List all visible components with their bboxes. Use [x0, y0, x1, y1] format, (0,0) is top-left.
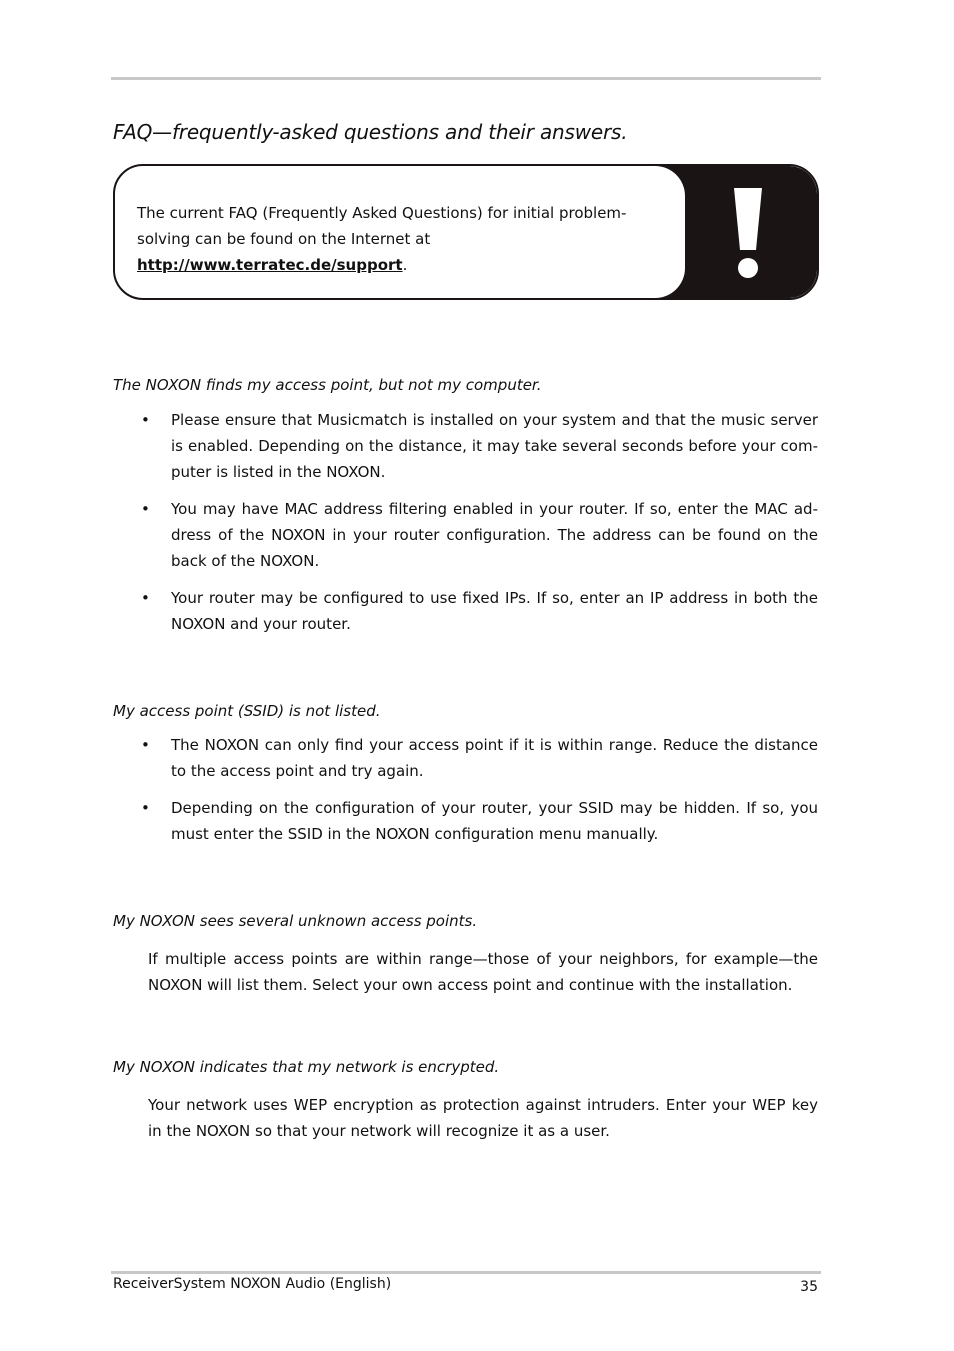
footer-rule	[111, 1271, 821, 1274]
list-item: • Your router may be configured to use fixed IPs. If so, enter an IP address in both the NOXON and your router.	[138, 585, 818, 637]
section-paragraph: Your network uses WEP encryption as protection against intruders. Enter your WEP key in the NOXON so that your network will recognize it as a user.	[148, 1096, 818, 1140]
section-heading: My NOXON indicates that my network is encrypted.	[113, 1058, 500, 1076]
list-item: • Depending on the configuration of your router, your SSID may be hidden. If so, you must enter the SSID in the NOXON configuration menu manually.	[138, 795, 818, 847]
section-heading: The NOXON finds my access point, but not my computer.	[113, 376, 542, 394]
exclamation-icon	[724, 188, 772, 278]
section-heading: My NOXON sees several unknown access points.	[113, 912, 478, 930]
support-link[interactable]: http://www.terratec.de/support	[137, 256, 403, 274]
list-item: • The NOXON can only find your access point if it is within range. Reduce the distance to the access point and try again.	[138, 732, 818, 784]
bullet-list	[138, 732, 818, 858]
list-item: • You may have MAC address filtering enabled in your router. If so, enter the MAC ad-dress of the NOXON in your router configuration. The address can be found on the back of the NOXON.	[138, 496, 818, 574]
notice-link-suffix: .	[402, 256, 408, 274]
notice-text	[137, 200, 657, 278]
section-heading: My access point (SSID) is not listed.	[113, 702, 381, 720]
page-title: FAQ—frequently-asked questions and their answers.	[113, 120, 628, 144]
header-rule	[111, 77, 821, 80]
notice-box	[113, 164, 819, 300]
page-number: 35	[800, 1279, 818, 1295]
section-paragraph: If multiple access points are within range—those of your neighbors, for example—the NOXON will list them. Select your own access point and continue with the installation.	[148, 950, 818, 994]
footer-title: ReceiverSystem NOXON Audio (English)	[113, 1276, 392, 1292]
list-item: • Please ensure that Musicmatch is installed on your system and that the music server is enabled. Depending on the distance, it may take several seconds before your com-puter is listed in the NOXON.	[138, 407, 818, 485]
bullet-list	[138, 407, 818, 648]
notice-body: The current FAQ (Frequently Asked Questions) for initial problem-solving can be found on the Internet at	[137, 204, 627, 248]
